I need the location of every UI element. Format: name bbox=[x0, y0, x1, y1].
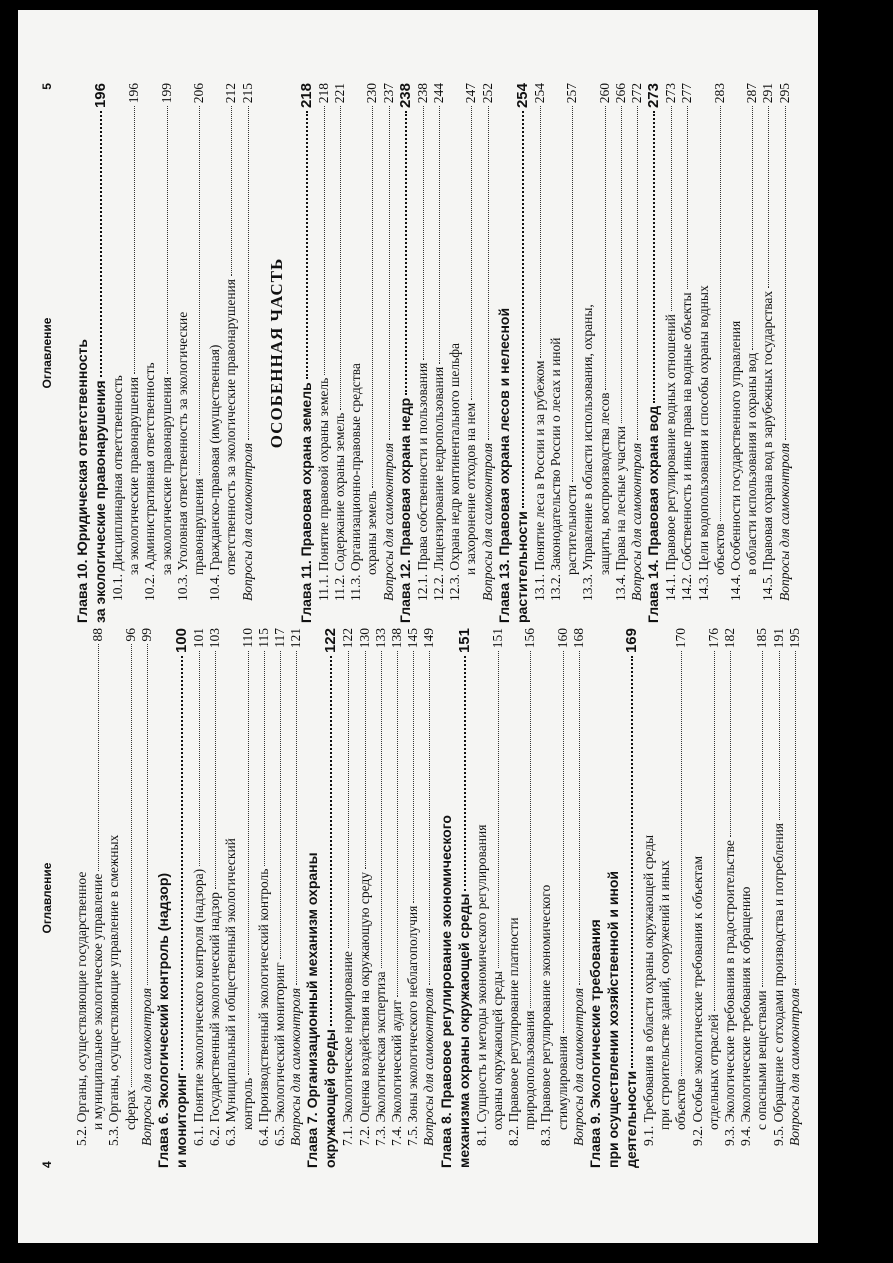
dot-leader bbox=[199, 651, 200, 866]
toc-questions-line bbox=[776, 83, 796, 623]
toc-entry-title: 10.1. Дисциплинарная ответственность bbox=[110, 375, 125, 601]
toc-page-number: 185 bbox=[754, 628, 770, 649]
toc-page-number: 138 bbox=[389, 628, 404, 649]
toc-questions-line bbox=[786, 628, 806, 1168]
toc-entry-title: Вопросы для самоконтроля bbox=[776, 442, 792, 601]
toc-page-number: 260 bbox=[596, 83, 612, 104]
toc-page-number: 266 bbox=[612, 83, 628, 104]
dot-leader bbox=[464, 656, 466, 891]
toc-page-number: 151 bbox=[489, 628, 505, 649]
toc-page-number: 230 bbox=[364, 83, 380, 104]
toc-entry-title: растительности bbox=[564, 484, 580, 575]
toc-entry-title: 12.1. Права собственности и пользования bbox=[414, 362, 430, 601]
dot-leader bbox=[720, 106, 721, 520]
dot-leader bbox=[530, 651, 531, 1007]
dot-leader bbox=[762, 651, 763, 987]
dot-leader bbox=[365, 651, 366, 869]
toc-entry-title: Глава 7. Организационный механизм охраны bbox=[304, 852, 321, 1168]
toc-page-number: 145 bbox=[405, 628, 421, 649]
dot-leader bbox=[181, 656, 183, 1070]
toc-entry-title: в области использования и охраны вод bbox=[744, 352, 760, 575]
right-page-header bbox=[40, 83, 60, 623]
toc-chapter-line bbox=[455, 628, 475, 1168]
dot-leader bbox=[637, 106, 638, 440]
toc-page-number: 291 bbox=[760, 83, 776, 104]
toc-page-number: 156 bbox=[522, 628, 538, 649]
toc-page-number: 218 bbox=[315, 83, 331, 104]
dot-leader bbox=[579, 651, 580, 985]
toc-entry-title: защиты, воспроизводства лесов bbox=[596, 392, 612, 575]
toc-entry-title: окружающей среды bbox=[322, 1029, 339, 1168]
toc-page-number: 272 bbox=[629, 83, 644, 104]
dot-leader bbox=[231, 106, 232, 276]
toc-chapter-line bbox=[495, 83, 515, 623]
toc-entry-title: 5.3. Органы, осуществляющие управление в смежных bbox=[106, 834, 122, 1146]
toc-page-number: 218 bbox=[297, 83, 315, 109]
dot-leader bbox=[563, 651, 564, 1033]
toc-page-number: 238 bbox=[414, 83, 430, 104]
dot-leader bbox=[389, 106, 390, 440]
toc-page-number: 247 bbox=[463, 83, 479, 104]
toc-page-number: 122 bbox=[322, 628, 340, 654]
left-page-header bbox=[40, 628, 60, 1168]
dot-leader bbox=[572, 106, 573, 482]
right-running-title: Оглавление bbox=[40, 317, 54, 389]
toc-entry-title: при осуществлении хозяйственной и иной bbox=[605, 870, 621, 1168]
toc-entry-title: 10.2. Административная ответственность bbox=[142, 362, 158, 601]
toc-entry-title: Глава 9. Экологические требования bbox=[587, 919, 603, 1168]
toc-entry-title: 9.5. Обращение с отходами производства и потребления bbox=[770, 823, 786, 1146]
toc-page-number: 257 bbox=[564, 83, 580, 104]
toc-entry-title: с опасными веществами bbox=[754, 990, 770, 1130]
dot-leader bbox=[131, 645, 132, 1087]
dot-leader bbox=[471, 106, 472, 400]
toc-entry-title: сферах bbox=[122, 1089, 138, 1130]
dot-leader bbox=[671, 106, 672, 311]
toc-entry-title: Глава 8. Правовое регулирование экономического bbox=[437, 815, 454, 1168]
toc-entry-title: 11.1. Понятие правовой охраны земель bbox=[315, 377, 331, 601]
dot-leader bbox=[296, 651, 297, 985]
dot-leader bbox=[730, 651, 731, 837]
dot-leader bbox=[423, 106, 424, 359]
toc-page-number: 212 bbox=[223, 83, 239, 104]
dot-leader bbox=[248, 651, 249, 1075]
toc-page-number: 254 bbox=[513, 83, 531, 109]
toc-page-number: 101 bbox=[191, 628, 206, 649]
toc-entry-title: Вопросы для самоконтроля bbox=[479, 442, 495, 601]
toc-page-number: 96 bbox=[122, 628, 138, 642]
toc-page-number: 206 bbox=[191, 83, 206, 104]
toc-page-number: 160 bbox=[554, 628, 570, 649]
dot-leader bbox=[785, 106, 786, 440]
toc-page-number: 273 bbox=[645, 83, 663, 109]
toc-entry-title: 13.4. Права на лесные участки bbox=[612, 426, 628, 601]
toc-entry-title: 14.3. Цели водопользования и способы охраны водных bbox=[695, 285, 711, 601]
toc-page-number: 115 bbox=[255, 628, 271, 648]
dot-leader bbox=[98, 645, 99, 871]
toc-page-number: 168 bbox=[570, 628, 586, 649]
toc-entry-title: 10.4. Гражданско-правовая (имущественная) bbox=[207, 344, 223, 601]
dot-leader bbox=[653, 111, 655, 403]
toc-chapter-line bbox=[513, 83, 533, 623]
toc-page-number: 130 bbox=[356, 628, 372, 649]
toc-chapter-line bbox=[154, 628, 174, 1168]
toc-entry-title: Глава 6. Экологический контроль (надзор) bbox=[155, 872, 171, 1168]
toc-page-number: 191 bbox=[770, 628, 786, 649]
dot-leader bbox=[768, 106, 769, 288]
toc-entry-title: 5.2. Органы, осуществляющие государственное bbox=[74, 871, 89, 1146]
toc-entry-title: 8.1. Сущность и методы экономического регулирования bbox=[473, 824, 489, 1146]
toc-entry-title: Глава 13. Правовая охрана лесов и нелесной bbox=[495, 307, 512, 623]
toc-page-number: 182 bbox=[722, 628, 737, 649]
toc-page-number: 254 bbox=[531, 83, 547, 104]
toc-page-number: 237 bbox=[380, 83, 396, 104]
toc-entry-title: 8.2. Правовое регулирование платности bbox=[506, 917, 521, 1146]
dot-leader bbox=[540, 106, 541, 357]
toc-chapter-line bbox=[604, 628, 624, 1168]
toc-entry-title: 6.2. Государственный экологический надзор bbox=[207, 892, 223, 1146]
dot-leader bbox=[439, 106, 440, 364]
toc-entry-title: за экологические правонарушения bbox=[158, 376, 174, 575]
toc-page-number: 273 bbox=[663, 83, 679, 104]
toc-chapter-line bbox=[321, 628, 341, 1168]
dot-leader bbox=[779, 651, 780, 820]
toc-chapter-line bbox=[644, 83, 664, 623]
toc-page-number: 238 bbox=[396, 83, 414, 109]
dot-leader bbox=[498, 651, 499, 968]
toc-page-number: 295 bbox=[776, 83, 792, 104]
dot-leader bbox=[199, 106, 200, 475]
toc-entry-title: 8.3. Правовое регулирование экономического bbox=[538, 884, 554, 1146]
toc-entry-title: Вопросы для самоконтроля bbox=[288, 987, 304, 1146]
toc-entry-title: Вопросы для самоконтроля bbox=[138, 987, 154, 1146]
toc-entry-title: 12.3. Охрана недр континентального шельфа bbox=[447, 342, 463, 601]
toc-page-number: 176 bbox=[705, 628, 721, 649]
toc-page-number: 244 bbox=[431, 83, 446, 104]
toc-entry-title: 6.3. Муниципальный и общественный экологический bbox=[223, 838, 239, 1146]
dot-leader bbox=[752, 106, 753, 350]
toc-chapter-line bbox=[297, 83, 317, 623]
dot-leader bbox=[147, 645, 148, 985]
toc-entry-title: 9.3. Экологические требования в градостроительстве bbox=[722, 840, 737, 1146]
toc-entry-title: Глава 10. Юридическая ответственность bbox=[74, 339, 90, 623]
left-page-number: 4 bbox=[40, 1161, 54, 1168]
dot-leader bbox=[714, 651, 715, 1011]
toc-entry-title: объектов bbox=[711, 523, 727, 575]
toc-chapter-line bbox=[437, 628, 457, 1168]
toc-entry-title: Глава 12. Правовая охрана недр bbox=[396, 397, 413, 623]
dot-leader bbox=[340, 106, 341, 409]
toc-entry-title: Глава 14. Правовая охрана вод bbox=[645, 405, 662, 623]
toc-page-number: 199 bbox=[158, 83, 174, 104]
toc-entry-title: природопользования bbox=[522, 1010, 538, 1130]
toc-page-number: 99 bbox=[138, 628, 154, 642]
toc-page-number: 151 bbox=[455, 628, 473, 654]
toc-entry-title: и мониторинг bbox=[173, 1073, 189, 1168]
toc-entry-title: 9.2. Особые экологические требования к объектам bbox=[689, 856, 705, 1146]
toc-entry-title: 9.4. Экологические требования к обращению bbox=[738, 886, 754, 1146]
toc-entry-title: 6.5. Экологический мониторинг bbox=[272, 962, 287, 1146]
dot-leader bbox=[324, 106, 325, 374]
toc-entry-title: 7.2. Оценка воздействия на окружающую среду bbox=[356, 871, 372, 1146]
book-spread bbox=[18, 10, 818, 1243]
toc-entry-title: за экологические правонарушения bbox=[126, 376, 142, 575]
toc-entry-title: 7.4. Экологический аудит bbox=[389, 1000, 404, 1146]
toc-entry-title: 13.1. Понятие леса в России и за рубежом bbox=[531, 360, 547, 601]
toc-page-number: 283 bbox=[711, 83, 727, 104]
toc-page-number: 121 bbox=[288, 628, 304, 649]
toc-entry-title: Вопросы для самоконтроля bbox=[629, 442, 644, 601]
toc-entry-title: стимулирования bbox=[554, 1035, 570, 1130]
toc-entry-title: 14.4. Особенности государственного управления bbox=[728, 320, 743, 601]
toc-entry-title: механизма охраны окружающей среды bbox=[455, 893, 472, 1168]
dot-leader bbox=[522, 111, 524, 508]
toc-entry-title: при строительстве зданий, сооружений и иных bbox=[657, 860, 673, 1130]
dot-leader bbox=[397, 651, 398, 997]
toc-page-number: 215 bbox=[239, 83, 255, 104]
dot-leader bbox=[631, 656, 633, 1068]
toc-entry-title: 6.4. Производственный экологический контроль bbox=[255, 868, 271, 1146]
toc-entry-title: 7.3. Экологическая экспертиза bbox=[372, 971, 388, 1146]
toc-page-number: 133 bbox=[372, 628, 388, 649]
toc-entry-title: правонарушения bbox=[191, 478, 206, 575]
toc-entry-title: Вопросы для самоконтроля bbox=[570, 987, 586, 1146]
toc-entry-title: 13.2. Законодательство России о лесах и иной bbox=[548, 337, 563, 601]
toc-page-number: 122 bbox=[340, 628, 356, 649]
right-toc-column bbox=[73, 83, 793, 623]
toc-entry-title: 6.1. Понятие экологического контроля (надзора) bbox=[191, 868, 206, 1146]
toc-chapter-line bbox=[91, 83, 111, 623]
toc-entry-title: 11.2. Содержание охраны земель bbox=[332, 412, 347, 601]
dot-leader bbox=[605, 106, 606, 389]
dot-leader bbox=[681, 651, 682, 1075]
dot-leader bbox=[795, 651, 796, 985]
toc-page-number: 149 bbox=[421, 628, 437, 649]
toc-page-number: 195 bbox=[786, 628, 802, 649]
toc-questions-line bbox=[239, 83, 259, 623]
toc-entry-title: 9.1. Требования в области охраны окружающей среды bbox=[641, 834, 656, 1146]
left-toc-column bbox=[73, 628, 802, 1168]
toc-entry-title: отдельных отраслей bbox=[705, 1014, 721, 1130]
toc-entry-title: 14.5. Правовая охрана вод в зарубежных государствах bbox=[760, 290, 776, 601]
dot-leader bbox=[134, 106, 135, 374]
toc-entry-title: 10.3. Уголовная ответственность за экологические bbox=[174, 311, 190, 601]
dot-leader bbox=[280, 651, 281, 960]
toc-page-number: 287 bbox=[744, 83, 760, 104]
toc-chapter-line bbox=[396, 83, 416, 623]
dot-leader bbox=[621, 106, 622, 423]
toc-entry-title: ответственность за экологические правонарушения bbox=[223, 279, 239, 575]
dot-leader bbox=[348, 651, 349, 948]
toc-chapter-line bbox=[586, 628, 606, 1168]
toc-entry-title: и захоронение отходов на нем bbox=[463, 402, 479, 575]
toc-page-number: 252 bbox=[479, 83, 495, 104]
dot-leader bbox=[405, 111, 407, 395]
dot-leader bbox=[413, 651, 414, 902]
toc-entry-title: 12.2. Лицензирование недропользования bbox=[431, 366, 446, 601]
toc-entry-title: за экологические правонарушения bbox=[92, 380, 108, 623]
toc-entry-title: 7.5. Зоны экологического неблагополучия bbox=[405, 905, 421, 1146]
toc-entry-title: охраны земель bbox=[364, 490, 380, 575]
toc-page-number: 277 bbox=[679, 83, 695, 104]
dot-leader bbox=[330, 656, 332, 1026]
dot-leader bbox=[306, 111, 308, 379]
toc-chapter-line bbox=[622, 628, 642, 1168]
toc-entry-title: объектов bbox=[673, 1078, 689, 1130]
toc-page-number: 196 bbox=[92, 83, 109, 109]
toc-entry-title: деятельности bbox=[623, 1070, 639, 1168]
part-title: ОСОБЕННАЯ ЧАСТЬ bbox=[266, 257, 286, 449]
toc-entry-title: охраны окружающей среды bbox=[489, 971, 505, 1130]
toc-entry-title: контроль bbox=[239, 1077, 255, 1130]
toc-entry-title: 11.3. Организационно-правовые средства bbox=[348, 363, 364, 601]
toc-entry-title: 14.2. Собственность и иные права на водные объекты bbox=[679, 292, 695, 601]
toc-page-number: 170 bbox=[673, 628, 689, 649]
toc-page-number: 103 bbox=[207, 628, 223, 649]
dot-leader bbox=[687, 106, 688, 289]
toc-entry-title: Вопросы для самоконтроля bbox=[421, 987, 437, 1146]
toc-chapter-line bbox=[73, 83, 93, 623]
toc-entry-title: 13.3. Управление в области использования, охраны, bbox=[580, 304, 596, 601]
dot-leader bbox=[429, 651, 430, 985]
toc-entry-title: и муниципальное экологическое управление bbox=[90, 873, 106, 1130]
right-page-number: 5 bbox=[40, 83, 54, 90]
dot-leader bbox=[248, 106, 249, 440]
toc-entry-title: растительности bbox=[513, 511, 530, 623]
left-running-title: Оглавление bbox=[40, 862, 54, 934]
dot-leader bbox=[488, 106, 489, 440]
toc-chapter-line bbox=[172, 628, 192, 1168]
toc-chapter-line bbox=[303, 628, 323, 1168]
dot-leader bbox=[215, 651, 216, 889]
dot-leader bbox=[100, 111, 102, 377]
toc-entry-title: Вопросы для самоконтроля bbox=[239, 442, 255, 601]
dot-leader bbox=[372, 106, 373, 487]
toc-entry-title: Глава 11. Правовая охрана земель bbox=[297, 382, 314, 623]
dot-leader bbox=[381, 651, 382, 968]
toc-page-number: 196 bbox=[126, 83, 142, 104]
toc-entry-title: Вопросы для самоконтроля bbox=[786, 987, 802, 1146]
toc-page-number: 117 bbox=[272, 628, 287, 648]
dot-leader bbox=[167, 106, 168, 374]
toc-page-number: 100 bbox=[173, 628, 190, 654]
toc-page-number: 88 bbox=[90, 628, 106, 642]
toc-page-number: 110 bbox=[239, 628, 255, 648]
toc-page-number: 169 bbox=[623, 628, 640, 654]
dot-leader bbox=[264, 651, 265, 866]
toc-page-number: 221 bbox=[332, 83, 347, 104]
toc-entry-title: Вопросы для самоконтроля bbox=[380, 442, 396, 601]
toc-entry-title: 7.1. Экологическое нормирование bbox=[340, 951, 356, 1146]
toc-entry-title: 14.1. Правовое регулирование водных отношений bbox=[663, 314, 679, 601]
